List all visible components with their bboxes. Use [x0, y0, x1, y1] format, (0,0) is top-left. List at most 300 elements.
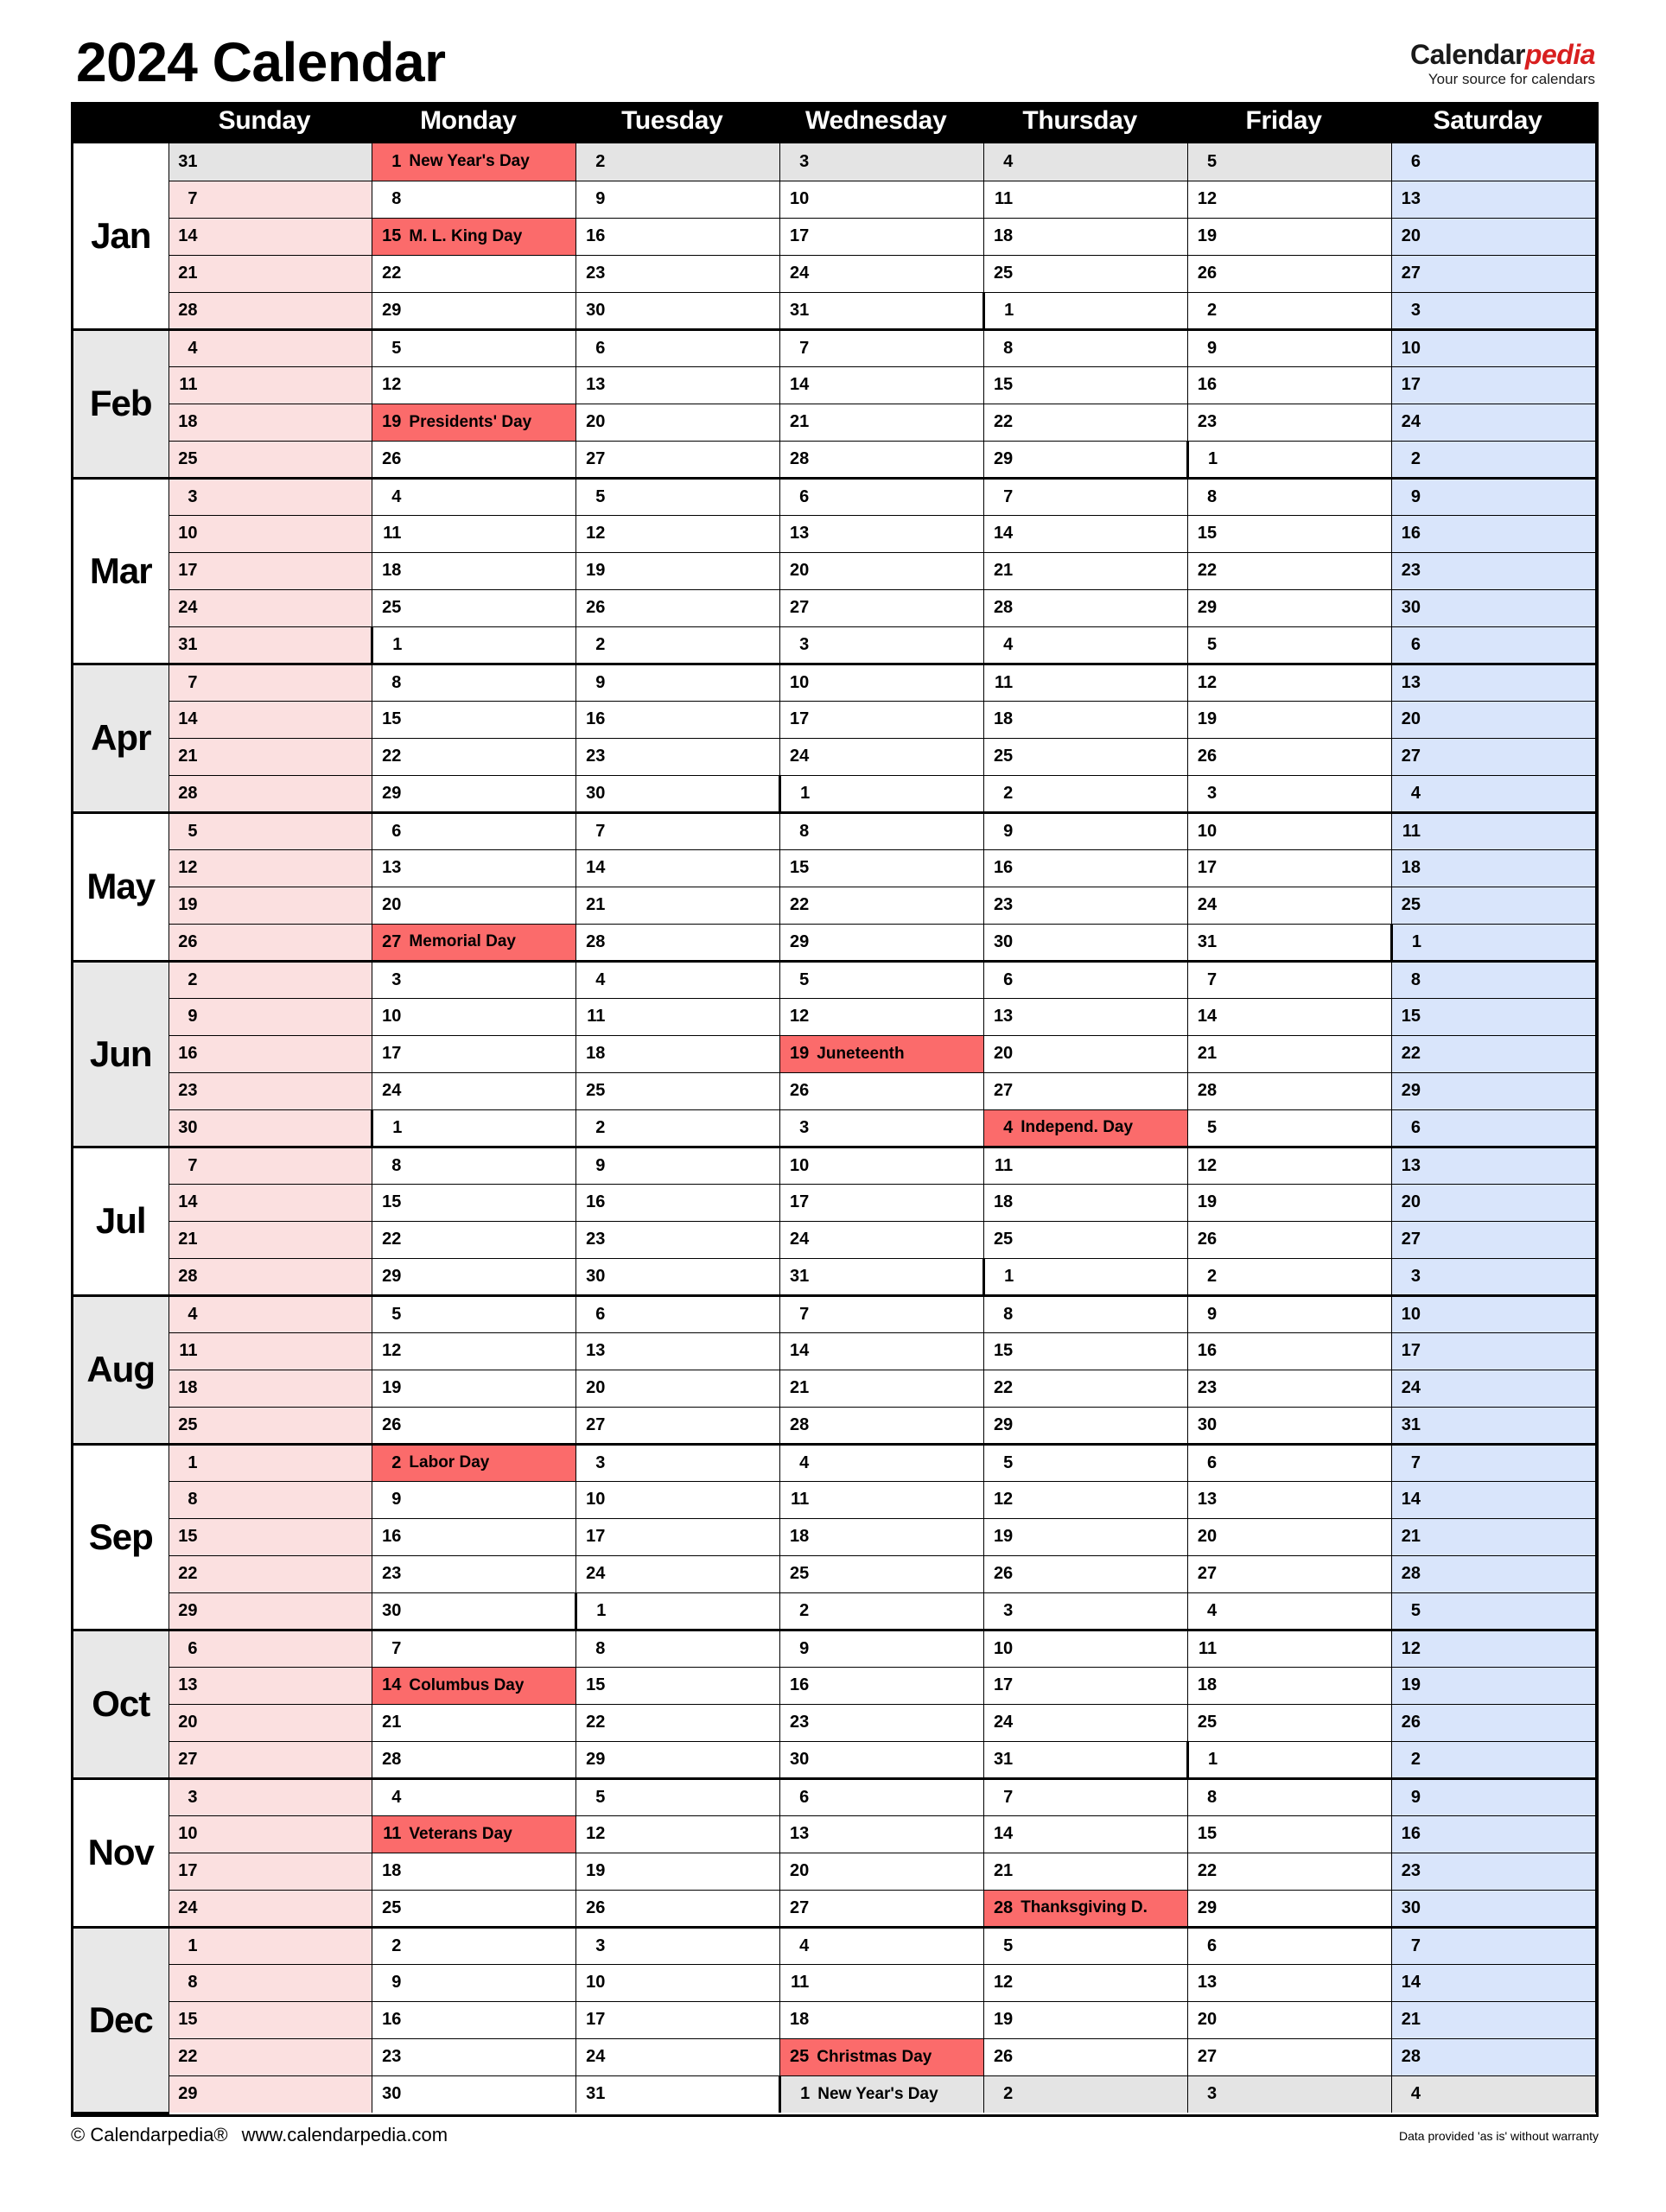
day-cell[interactable]: [984, 589, 1188, 626]
day-cell[interactable]: [780, 887, 984, 924]
day-cell[interactable]: [372, 1741, 576, 1778]
day-cell[interactable]: [372, 2038, 576, 2075]
day-cell[interactable]: [1188, 366, 1392, 404]
day-cell[interactable]: [576, 366, 780, 404]
day-cell[interactable]: [1188, 2038, 1392, 2075]
day-cell[interactable]: [984, 998, 1188, 1035]
day-cell[interactable]: [1392, 1444, 1596, 1481]
day-cell[interactable]: [576, 589, 780, 626]
day-cell[interactable]: [1392, 1964, 1596, 2001]
day-cell[interactable]: [372, 552, 576, 589]
day-cell[interactable]: [780, 329, 984, 366]
day-cell[interactable]: [1188, 404, 1392, 441]
day-cell[interactable]: [372, 887, 576, 924]
day-cell[interactable]: [780, 1890, 984, 1927]
day-cell[interactable]: [372, 2001, 576, 2038]
day-cell[interactable]: [984, 1518, 1188, 1555]
day-cell[interactable]: [576, 961, 780, 998]
day-cell[interactable]: [1188, 1518, 1392, 1555]
day-cell[interactable]: [780, 255, 984, 292]
day-cell[interactable]: [780, 998, 984, 1035]
day-cell[interactable]: [169, 1332, 372, 1370]
day-cell[interactable]: [372, 1927, 576, 1964]
day-cell[interactable]: [780, 1741, 984, 1778]
day-cell[interactable]: [984, 218, 1188, 255]
day-cell[interactable]: [984, 1778, 1188, 1815]
day-cell[interactable]: [576, 1407, 780, 1444]
day-cell[interactable]: [372, 1295, 576, 1332]
day-cell[interactable]: [984, 1815, 1188, 1853]
day-cell[interactable]: [1392, 366, 1596, 404]
day-cell[interactable]: [984, 1221, 1188, 1258]
holiday-cell[interactable]: [780, 2075, 984, 2113]
day-cell[interactable]: [169, 887, 372, 924]
day-cell[interactable]: [1188, 181, 1392, 218]
day-cell[interactable]: [780, 812, 984, 849]
day-cell[interactable]: [780, 404, 984, 441]
day-cell[interactable]: [984, 2075, 1188, 2113]
day-cell[interactable]: [169, 1630, 372, 1667]
day-cell[interactable]: [372, 1109, 576, 1147]
day-cell[interactable]: [169, 255, 372, 292]
day-cell[interactable]: [1188, 1407, 1392, 1444]
day-cell[interactable]: [372, 1964, 576, 2001]
day-cell[interactable]: [576, 849, 780, 887]
day-cell[interactable]: [1392, 1555, 1596, 1592]
day-cell[interactable]: [169, 1109, 372, 1147]
holiday-cell[interactable]: [780, 1035, 984, 1072]
day-cell[interactable]: [984, 812, 1188, 849]
day-cell[interactable]: [1392, 1481, 1596, 1518]
day-cell[interactable]: [1188, 1927, 1392, 1964]
day-cell[interactable]: [1392, 1741, 1596, 1778]
day-cell[interactable]: [1392, 1072, 1596, 1109]
day-cell[interactable]: [780, 1927, 984, 1964]
day-cell[interactable]: [169, 849, 372, 887]
day-cell[interactable]: [372, 1853, 576, 1890]
day-cell[interactable]: [576, 1964, 780, 2001]
day-cell[interactable]: [576, 1518, 780, 1555]
day-cell[interactable]: [1188, 1035, 1392, 1072]
day-cell[interactable]: [1188, 1630, 1392, 1667]
day-cell[interactable]: [1188, 1332, 1392, 1370]
day-cell[interactable]: [169, 1035, 372, 1072]
day-cell[interactable]: [1188, 1667, 1392, 1704]
day-cell[interactable]: [1188, 329, 1392, 366]
day-cell[interactable]: [576, 1109, 780, 1147]
day-cell[interactable]: [780, 664, 984, 701]
day-cell[interactable]: [576, 2038, 780, 2075]
day-cell[interactable]: [780, 961, 984, 998]
day-cell[interactable]: [169, 1927, 372, 1964]
day-cell[interactable]: [984, 1704, 1188, 1741]
day-cell[interactable]: [984, 2001, 1188, 2038]
holiday-cell[interactable]: [372, 218, 576, 255]
day-cell[interactable]: [576, 404, 780, 441]
day-cell[interactable]: [576, 2001, 780, 2038]
day-cell[interactable]: [169, 1667, 372, 1704]
day-cell[interactable]: [372, 1518, 576, 1555]
day-cell[interactable]: [780, 1667, 984, 1704]
day-cell[interactable]: [576, 1370, 780, 1407]
day-cell[interactable]: [1392, 701, 1596, 738]
day-cell[interactable]: [169, 218, 372, 255]
day-cell[interactable]: [780, 218, 984, 255]
day-cell[interactable]: [169, 552, 372, 589]
day-cell[interactable]: [169, 1481, 372, 1518]
day-cell[interactable]: [1392, 181, 1596, 218]
day-cell[interactable]: [1188, 626, 1392, 664]
day-cell[interactable]: [169, 1964, 372, 2001]
day-cell[interactable]: [169, 589, 372, 626]
day-cell[interactable]: [1392, 478, 1596, 515]
day-cell[interactable]: [1392, 1147, 1596, 1184]
day-cell[interactable]: [372, 1258, 576, 1295]
day-cell[interactable]: [1392, 1258, 1596, 1295]
day-cell[interactable]: [780, 515, 984, 552]
day-cell[interactable]: [576, 515, 780, 552]
day-cell[interactable]: [1392, 515, 1596, 552]
day-cell[interactable]: [372, 292, 576, 329]
day-cell[interactable]: [1392, 1592, 1596, 1630]
day-cell[interactable]: [576, 181, 780, 218]
day-cell[interactable]: [984, 1630, 1188, 1667]
day-cell[interactable]: [576, 218, 780, 255]
day-cell[interactable]: [372, 1147, 576, 1184]
day-cell[interactable]: [372, 1072, 576, 1109]
day-cell[interactable]: [1188, 1072, 1392, 1109]
day-cell[interactable]: [1188, 998, 1392, 1035]
day-cell[interactable]: [1392, 1890, 1596, 1927]
day-cell[interactable]: [984, 181, 1188, 218]
day-cell[interactable]: [169, 1815, 372, 1853]
day-cell[interactable]: [576, 1147, 780, 1184]
day-cell[interactable]: [576, 1815, 780, 1853]
day-cell[interactable]: [1188, 1853, 1392, 1890]
day-cell[interactable]: [169, 1741, 372, 1778]
day-cell[interactable]: [576, 1035, 780, 1072]
day-cell[interactable]: [1188, 589, 1392, 626]
day-cell[interactable]: [984, 1258, 1188, 1295]
day-cell[interactable]: [1188, 924, 1392, 961]
day-cell[interactable]: [169, 2038, 372, 2075]
day-cell[interactable]: [576, 552, 780, 589]
day-cell[interactable]: [372, 1630, 576, 1667]
day-cell[interactable]: [780, 589, 984, 626]
day-cell[interactable]: [780, 1815, 984, 1853]
day-cell[interactable]: [984, 1481, 1188, 1518]
day-cell[interactable]: [780, 1630, 984, 1667]
day-cell[interactable]: [576, 1444, 780, 1481]
day-cell[interactable]: [1392, 1630, 1596, 1667]
day-cell[interactable]: [576, 924, 780, 961]
holiday-cell[interactable]: [372, 1667, 576, 1704]
day-cell[interactable]: [984, 775, 1188, 812]
day-cell[interactable]: [372, 849, 576, 887]
day-cell[interactable]: [780, 2001, 984, 2038]
day-cell[interactable]: [780, 1332, 984, 1370]
day-cell[interactable]: [984, 441, 1188, 478]
day-cell[interactable]: [1392, 1815, 1596, 1853]
day-cell[interactable]: [1188, 1370, 1392, 1407]
day-cell[interactable]: [169, 1444, 372, 1481]
website-link[interactable]: www.calendarpedia.com: [241, 2123, 448, 2145]
day-cell[interactable]: [372, 1555, 576, 1592]
day-cell[interactable]: [1392, 552, 1596, 589]
day-cell[interactable]: [780, 1704, 984, 1741]
day-cell[interactable]: [1392, 626, 1596, 664]
day-cell[interactable]: [780, 1555, 984, 1592]
day-cell[interactable]: [780, 181, 984, 218]
day-cell[interactable]: [984, 1184, 1188, 1221]
day-cell[interactable]: [576, 2075, 780, 2113]
day-cell[interactable]: [780, 738, 984, 775]
day-cell[interactable]: [576, 1221, 780, 1258]
day-cell[interactable]: [372, 961, 576, 998]
day-cell[interactable]: [169, 1370, 372, 1407]
day-cell[interactable]: [984, 961, 1188, 998]
day-cell[interactable]: [1188, 218, 1392, 255]
day-cell[interactable]: [984, 143, 1188, 181]
day-cell[interactable]: [780, 1258, 984, 1295]
day-cell[interactable]: [169, 1592, 372, 1630]
day-cell[interactable]: [1188, 1221, 1392, 1258]
day-cell[interactable]: [1188, 1704, 1392, 1741]
day-cell[interactable]: [576, 1630, 780, 1667]
day-cell[interactable]: [780, 849, 984, 887]
day-cell[interactable]: [984, 1927, 1188, 1964]
day-cell[interactable]: [984, 664, 1188, 701]
day-cell[interactable]: [576, 1555, 780, 1592]
day-cell[interactable]: [780, 1109, 984, 1147]
day-cell[interactable]: [169, 1221, 372, 1258]
day-cell[interactable]: [1392, 664, 1596, 701]
day-cell[interactable]: [372, 626, 576, 664]
day-cell[interactable]: [169, 143, 372, 181]
day-cell[interactable]: [1188, 2075, 1392, 2113]
day-cell[interactable]: [169, 1518, 372, 1555]
day-cell[interactable]: [576, 1184, 780, 1221]
day-cell[interactable]: [169, 181, 372, 218]
day-cell[interactable]: [780, 775, 984, 812]
day-cell[interactable]: [1392, 1184, 1596, 1221]
day-cell[interactable]: [372, 366, 576, 404]
day-cell[interactable]: [1392, 1853, 1596, 1890]
day-cell[interactable]: [576, 1704, 780, 1741]
day-cell[interactable]: [1188, 441, 1392, 478]
day-cell[interactable]: [984, 1147, 1188, 1184]
day-cell[interactable]: [780, 1518, 984, 1555]
holiday-cell[interactable]: [372, 404, 576, 441]
day-cell[interactable]: [169, 924, 372, 961]
day-cell[interactable]: [984, 1332, 1188, 1370]
day-cell[interactable]: [372, 1221, 576, 1258]
day-cell[interactable]: [372, 478, 576, 515]
day-cell[interactable]: [780, 1853, 984, 1890]
day-cell[interactable]: [576, 292, 780, 329]
day-cell[interactable]: [1392, 589, 1596, 626]
holiday-cell[interactable]: [984, 1890, 1188, 1927]
day-cell[interactable]: [169, 478, 372, 515]
day-cell[interactable]: [984, 1853, 1188, 1890]
day-cell[interactable]: [169, 515, 372, 552]
day-cell[interactable]: [780, 1184, 984, 1221]
day-cell[interactable]: [169, 1407, 372, 1444]
day-cell[interactable]: [169, 1853, 372, 1890]
day-cell[interactable]: [780, 366, 984, 404]
day-cell[interactable]: [1188, 1778, 1392, 1815]
day-cell[interactable]: [1188, 887, 1392, 924]
day-cell[interactable]: [169, 1778, 372, 1815]
day-cell[interactable]: [1188, 1964, 1392, 2001]
day-cell[interactable]: [576, 738, 780, 775]
day-cell[interactable]: [1188, 812, 1392, 849]
day-cell[interactable]: [372, 701, 576, 738]
day-cell[interactable]: [372, 515, 576, 552]
holiday-cell[interactable]: [372, 1815, 576, 1853]
day-cell[interactable]: [1188, 961, 1392, 998]
day-cell[interactable]: [576, 1741, 780, 1778]
day-cell[interactable]: [169, 2001, 372, 2038]
day-cell[interactable]: [576, 143, 780, 181]
day-cell[interactable]: [984, 404, 1188, 441]
day-cell[interactable]: [372, 775, 576, 812]
day-cell[interactable]: [1392, 329, 1596, 366]
day-cell[interactable]: [576, 887, 780, 924]
day-cell[interactable]: [780, 1407, 984, 1444]
day-cell[interactable]: [1188, 1592, 1392, 1630]
day-cell[interactable]: [984, 478, 1188, 515]
day-cell[interactable]: [1392, 812, 1596, 849]
day-cell[interactable]: [169, 1147, 372, 1184]
day-cell[interactable]: [984, 849, 1188, 887]
day-cell[interactable]: [780, 924, 984, 961]
day-cell[interactable]: [1392, 1704, 1596, 1741]
day-cell[interactable]: [1188, 255, 1392, 292]
day-cell[interactable]: [984, 887, 1188, 924]
day-cell[interactable]: [780, 1072, 984, 1109]
day-cell[interactable]: [576, 701, 780, 738]
day-cell[interactable]: [1188, 2001, 1392, 2038]
day-cell[interactable]: [1188, 1109, 1392, 1147]
day-cell[interactable]: [372, 2075, 576, 2113]
day-cell[interactable]: [780, 1370, 984, 1407]
day-cell[interactable]: [1392, 1518, 1596, 1555]
day-cell[interactable]: [1188, 1890, 1392, 1927]
day-cell[interactable]: [984, 1035, 1188, 1072]
holiday-cell[interactable]: [780, 2038, 984, 2075]
day-cell[interactable]: [1392, 924, 1596, 961]
day-cell[interactable]: [169, 1704, 372, 1741]
day-cell[interactable]: [169, 366, 372, 404]
day-cell[interactable]: [984, 1592, 1188, 1630]
day-cell[interactable]: [984, 2038, 1188, 2075]
day-cell[interactable]: [576, 255, 780, 292]
day-cell[interactable]: [169, 812, 372, 849]
day-cell[interactable]: [1188, 1741, 1392, 1778]
day-cell[interactable]: [1392, 1332, 1596, 1370]
day-cell[interactable]: [984, 738, 1188, 775]
day-cell[interactable]: [372, 738, 576, 775]
day-cell[interactable]: [1392, 849, 1596, 887]
day-cell[interactable]: [169, 664, 372, 701]
day-cell[interactable]: [169, 1184, 372, 1221]
day-cell[interactable]: [1188, 1481, 1392, 1518]
day-cell[interactable]: [984, 1370, 1188, 1407]
day-cell[interactable]: [372, 589, 576, 626]
day-cell[interactable]: [576, 1258, 780, 1295]
day-cell[interactable]: [169, 738, 372, 775]
day-cell[interactable]: [576, 1295, 780, 1332]
day-cell[interactable]: [372, 1592, 576, 1630]
day-cell[interactable]: [169, 329, 372, 366]
day-cell[interactable]: [372, 441, 576, 478]
day-cell[interactable]: [169, 775, 372, 812]
day-cell[interactable]: [780, 292, 984, 329]
day-cell[interactable]: [576, 1072, 780, 1109]
day-cell[interactable]: [984, 292, 1188, 329]
day-cell[interactable]: [984, 255, 1188, 292]
day-cell[interactable]: [372, 1370, 576, 1407]
day-cell[interactable]: [169, 292, 372, 329]
day-cell[interactable]: [576, 1667, 780, 1704]
day-cell[interactable]: [372, 812, 576, 849]
day-cell[interactable]: [780, 701, 984, 738]
day-cell[interactable]: [780, 1592, 984, 1630]
day-cell[interactable]: [1392, 1295, 1596, 1332]
holiday-cell[interactable]: [372, 143, 576, 181]
day-cell[interactable]: [576, 1853, 780, 1890]
day-cell[interactable]: [1188, 1258, 1392, 1295]
day-cell[interactable]: [984, 552, 1188, 589]
day-cell[interactable]: [1392, 998, 1596, 1035]
day-cell[interactable]: [1392, 738, 1596, 775]
day-cell[interactable]: [984, 515, 1188, 552]
day-cell[interactable]: [372, 1407, 576, 1444]
day-cell[interactable]: [372, 1778, 576, 1815]
day-cell[interactable]: [780, 1481, 984, 1518]
day-cell[interactable]: [780, 478, 984, 515]
day-cell[interactable]: [576, 998, 780, 1035]
day-cell[interactable]: [576, 626, 780, 664]
day-cell[interactable]: [372, 329, 576, 366]
day-cell[interactable]: [372, 664, 576, 701]
day-cell[interactable]: [1188, 515, 1392, 552]
day-cell[interactable]: [576, 664, 780, 701]
day-cell[interactable]: [169, 626, 372, 664]
day-cell[interactable]: [1188, 1555, 1392, 1592]
day-cell[interactable]: [984, 701, 1188, 738]
day-cell[interactable]: [984, 1407, 1188, 1444]
day-cell[interactable]: [372, 1332, 576, 1370]
day-cell[interactable]: [984, 626, 1188, 664]
day-cell[interactable]: [984, 1667, 1188, 1704]
day-cell[interactable]: [780, 626, 984, 664]
day-cell[interactable]: [1392, 887, 1596, 924]
day-cell[interactable]: [1392, 143, 1596, 181]
day-cell[interactable]: [372, 1704, 576, 1741]
day-cell[interactable]: [576, 441, 780, 478]
day-cell[interactable]: [1188, 1444, 1392, 1481]
day-cell[interactable]: [1392, 1667, 1596, 1704]
day-cell[interactable]: [1392, 1221, 1596, 1258]
day-cell[interactable]: [1392, 292, 1596, 329]
day-cell[interactable]: [1188, 701, 1392, 738]
day-cell[interactable]: [780, 552, 984, 589]
day-cell[interactable]: [1392, 255, 1596, 292]
day-cell[interactable]: [169, 1295, 372, 1332]
holiday-cell[interactable]: [984, 1109, 1188, 1147]
